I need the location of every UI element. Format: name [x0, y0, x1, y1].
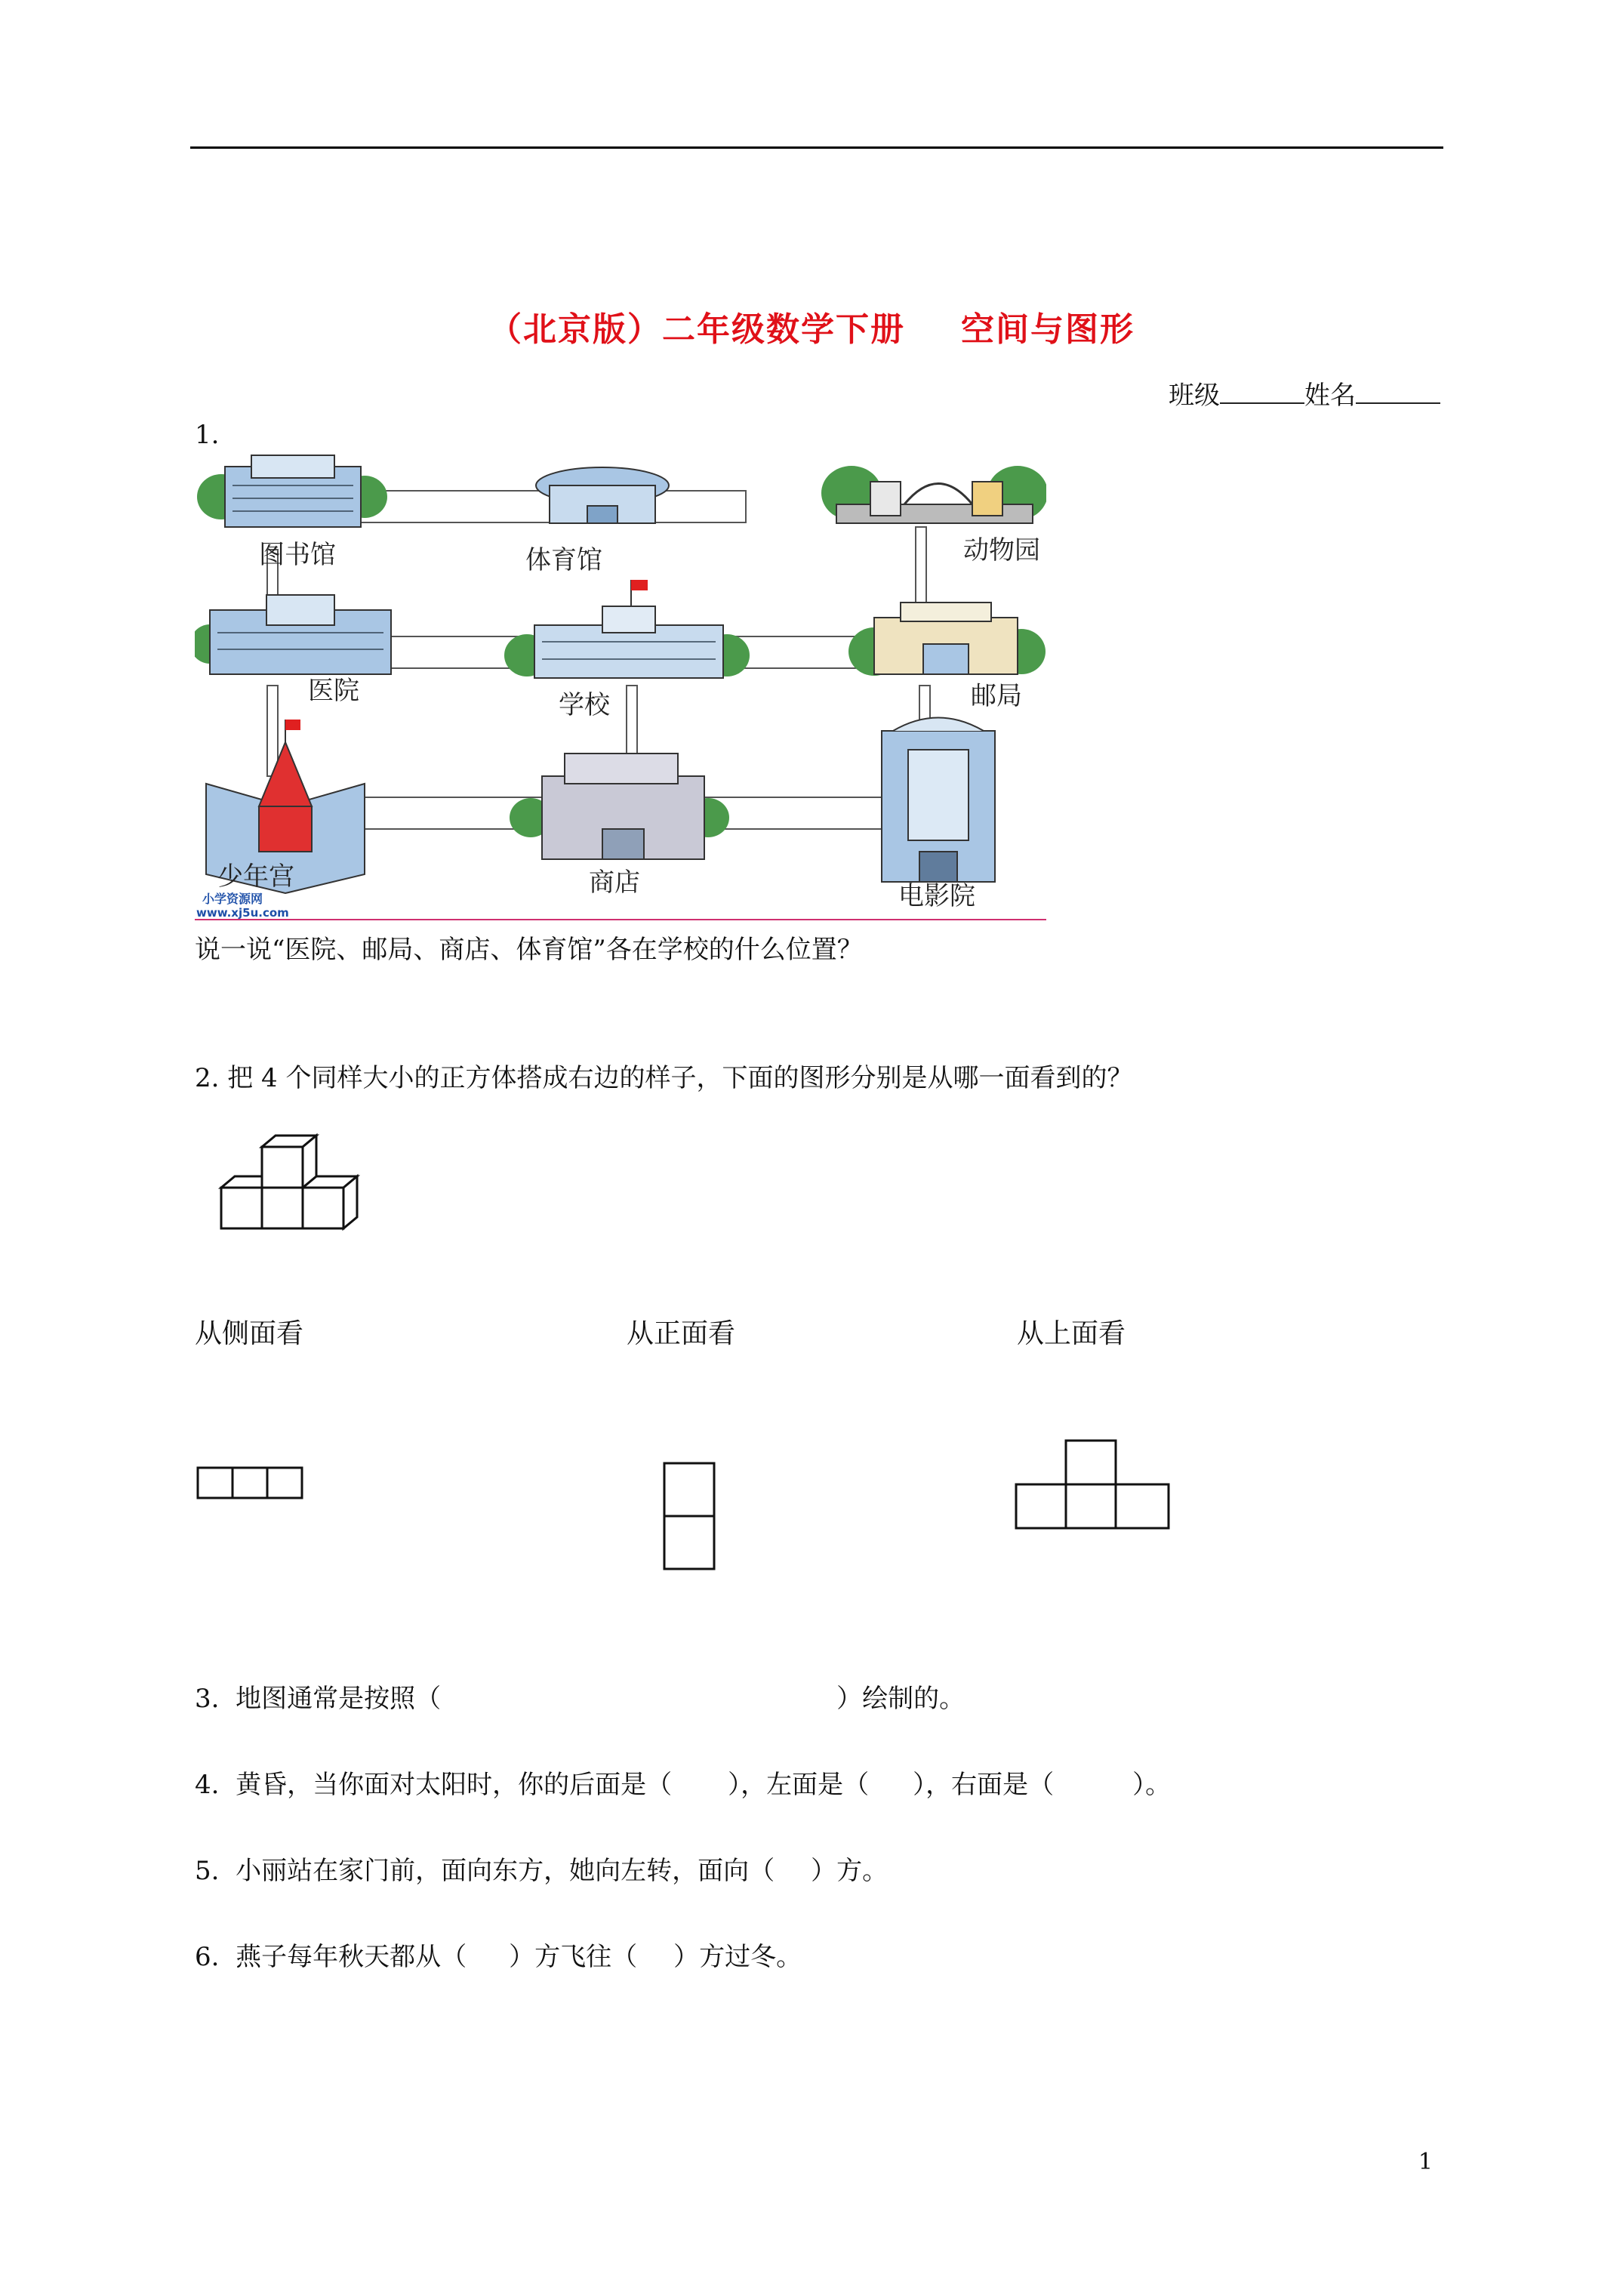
label-zoo: 动物园	[963, 535, 1040, 566]
q6-text-b: ）方飞往（	[509, 1942, 638, 1972]
label-hospital: 医院	[308, 676, 359, 706]
town-map-figure	[195, 451, 1046, 921]
q4-number: 4.	[195, 1770, 220, 1800]
cinema-building	[882, 718, 995, 883]
q6-text-c: ）方过冬。	[673, 1942, 802, 1972]
school-building	[504, 580, 750, 678]
q6-text-a: 燕子每年秋天都从（	[236, 1942, 467, 1972]
view-label-top: 从上面看	[1017, 1318, 1126, 1349]
view-drawing-3	[1013, 1438, 1176, 1531]
name-label: 姓名	[1304, 381, 1356, 411]
q3-number: 3.	[195, 1684, 220, 1714]
page-title	[0, 302, 1623, 350]
view-label-side: 从侧面看	[195, 1318, 304, 1349]
class-name-line	[1169, 374, 1440, 411]
class-blank[interactable]	[1220, 381, 1304, 404]
post-office-building	[848, 603, 1046, 676]
label-shop: 商店	[589, 868, 640, 898]
q4-text-b: ），左面是（	[728, 1770, 870, 1800]
q3-text-before: 地图通常是按照（	[236, 1684, 442, 1714]
q5	[195, 1854, 888, 1888]
view-drawing-2	[661, 1460, 719, 1573]
q3	[195, 1682, 965, 1715]
q5-number: 5.	[195, 1856, 220, 1886]
label-library: 图书馆	[259, 540, 336, 570]
cube-stack-figure	[217, 1133, 368, 1242]
page-number: 1	[1418, 2149, 1433, 2175]
q1-question: 说一说“医院、邮局、商店、体育馆”各在学校的什么位置？	[195, 935, 863, 965]
q4-text-a: 黄昏，当你面对太阳时，你的后面是（	[236, 1770, 673, 1800]
q3-text-after: ）绘制的。	[836, 1684, 965, 1714]
view-label-front: 从正面看	[627, 1318, 736, 1349]
q1-number: 1.	[195, 420, 220, 450]
title-sub: 空间与图形	[961, 310, 1135, 349]
label-youth-palace: 少年宫	[217, 861, 294, 892]
q2-question: 2. 把 4 个同样大小的正方体搭成右边的样子，下面的图形分别是从哪一面看到的？	[195, 1063, 1133, 1093]
library-building	[197, 455, 387, 527]
label-school: 学校	[559, 690, 610, 720]
zoo-gate	[821, 466, 1046, 523]
hospital-building	[195, 595, 391, 674]
q6	[195, 1940, 802, 1974]
q5-text-a: 小丽站在家门前，面向东方，她向左转，面向（	[236, 1856, 775, 1886]
label-post: 邮局	[971, 681, 1022, 711]
q5-text-b: ）方。	[811, 1856, 888, 1886]
q4-text-c: ），右面是（	[913, 1770, 1055, 1800]
view-drawing-1	[195, 1465, 308, 1502]
watermark-text: 小学资源网	[202, 892, 263, 906]
q4-text-d: ）。	[1132, 1770, 1172, 1800]
shop-building	[510, 754, 729, 859]
q6-number: 6.	[195, 1942, 220, 1972]
watermark-url: www.xj5u.com	[196, 906, 289, 920]
title-main: （北京版）二年级数学下册	[488, 310, 905, 349]
top-rule	[190, 146, 1443, 149]
name-blank[interactable]	[1356, 381, 1440, 404]
label-gym: 体育馆	[525, 545, 602, 575]
town-map	[195, 451, 1046, 921]
q4	[195, 1768, 1171, 1801]
label-cinema: 电影院	[898, 881, 975, 911]
gym-building	[536, 467, 669, 523]
class-label: 班级	[1169, 381, 1220, 411]
